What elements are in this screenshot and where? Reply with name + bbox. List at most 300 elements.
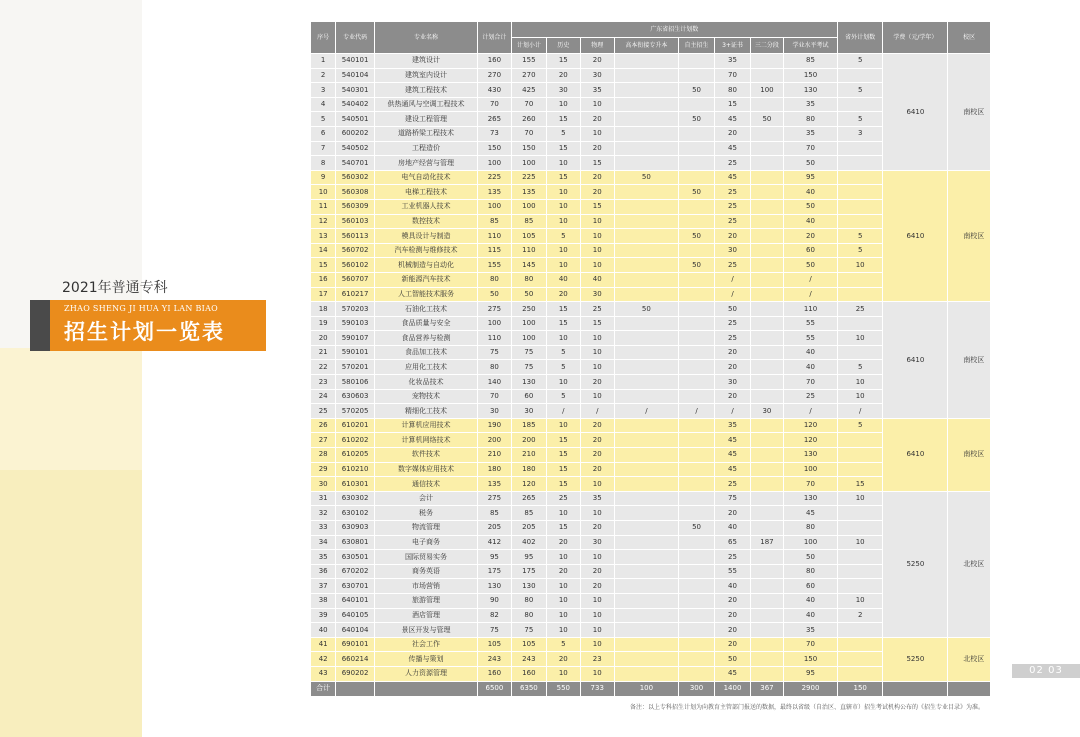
cell-phy: 20: [580, 462, 614, 477]
cell-xy: 120: [784, 418, 838, 433]
cell-no: 27: [311, 433, 336, 448]
cell-sub: 105: [511, 637, 546, 652]
cell-out: 5: [837, 112, 883, 127]
cell-no: 32: [311, 506, 336, 521]
cell-code: 630501: [336, 550, 375, 565]
cell-total: 275: [478, 302, 511, 317]
cell-se: [750, 229, 783, 244]
cell-out: [837, 141, 883, 156]
cell-xy: 130: [784, 491, 838, 506]
cell-out: [837, 564, 883, 579]
cell-zz: [678, 199, 714, 214]
cell-name: 旅游管理: [374, 593, 477, 608]
cell-no: 23: [311, 375, 336, 390]
cell-out: 15: [837, 477, 883, 492]
cell-zz: 50: [678, 112, 714, 127]
cell-name: 精细化工技术: [374, 404, 477, 419]
cell-out: [837, 287, 883, 302]
cell-out: [837, 448, 883, 463]
cell-his: 20: [547, 287, 580, 302]
cell-hb: [614, 83, 678, 98]
cell-no: 33: [311, 521, 336, 536]
totals-xy: 2900: [784, 681, 838, 696]
cell-xy: 100: [784, 462, 838, 477]
cell-hb: [614, 448, 678, 463]
cell-phy: 20: [580, 521, 614, 536]
cell-se: [750, 170, 783, 185]
header-sub-physics: 物理: [580, 38, 614, 54]
totals-se: 367: [750, 681, 783, 696]
cell-no: 37: [311, 579, 336, 594]
cell-no: 6: [311, 126, 336, 141]
cell-out: [837, 185, 883, 200]
cell-zs: 20: [715, 593, 750, 608]
cell-code: 570203: [336, 302, 375, 317]
cell-his: 5: [547, 229, 580, 244]
cell-name: 会计: [374, 491, 477, 506]
cell-fee: 5250: [883, 637, 948, 681]
cell-name: 房地产经营与管理: [374, 156, 477, 171]
cell-total: 265: [478, 112, 511, 127]
cell-no: 20: [311, 331, 336, 346]
cell-no: 31: [311, 491, 336, 506]
cell-phy: 35: [580, 83, 614, 98]
cell-campus: 南校区: [948, 170, 991, 301]
cell-phy: 10: [580, 623, 614, 638]
cell-out: 5: [837, 418, 883, 433]
cell-zs: 20: [715, 389, 750, 404]
cell-xy: 70: [784, 637, 838, 652]
table-row: [311, 491, 991, 506]
cell-out: [837, 550, 883, 565]
cell-phy: 15: [580, 199, 614, 214]
enrollment-plan-table: [310, 21, 991, 697]
cell-xy: 35: [784, 623, 838, 638]
cell-name: 电气自动化技术: [374, 170, 477, 185]
cell-zs: 50: [715, 652, 750, 667]
cell-phy: 10: [580, 345, 614, 360]
cell-xy: 50: [784, 199, 838, 214]
cell-code: 540104: [336, 68, 375, 83]
cell-name: 模具设计与制造: [374, 229, 477, 244]
cell-no: 18: [311, 302, 336, 317]
cell-sub: 265: [511, 491, 546, 506]
cell-phy: 20: [580, 375, 614, 390]
cell-xy: 50: [784, 156, 838, 171]
totals-empty: [948, 681, 991, 696]
cell-name: 计算机应用技术: [374, 418, 477, 433]
cell-se: [750, 156, 783, 171]
cell-his: 15: [547, 521, 580, 536]
cell-xy: 100: [784, 535, 838, 550]
cell-zz: [678, 637, 714, 652]
cell-hb: 50: [614, 302, 678, 317]
cell-out: [837, 433, 883, 448]
cell-phy: 10: [580, 637, 614, 652]
cell-code: 660214: [336, 652, 375, 667]
cell-zs: 45: [715, 141, 750, 156]
title-pinyin: ZHAO SHENG JI HUA YI LAN BIAO: [64, 304, 219, 313]
header-name: 专业名称: [374, 22, 477, 54]
cell-se: [750, 199, 783, 214]
cell-hb: [614, 491, 678, 506]
cell-his: 15: [547, 54, 580, 69]
cell-hb: [614, 68, 678, 83]
cell-hb: [614, 637, 678, 652]
cell-zs: 30: [715, 243, 750, 258]
cell-sub: 110: [511, 243, 546, 258]
cell-xy: 45: [784, 506, 838, 521]
cell-zz: [678, 593, 714, 608]
cell-zs: 40: [715, 579, 750, 594]
cell-xy: 70: [784, 141, 838, 156]
cell-se: [750, 272, 783, 287]
cell-hb: [614, 477, 678, 492]
table-row: [311, 637, 991, 652]
cell-no: 16: [311, 272, 336, 287]
cell-his: 10: [547, 258, 580, 273]
cell-hb: [614, 579, 678, 594]
cell-out: [837, 506, 883, 521]
cell-his: 15: [547, 433, 580, 448]
cell-zz: [678, 360, 714, 375]
cell-phy: 10: [580, 258, 614, 273]
cell-se: [750, 608, 783, 623]
cell-hb: [614, 360, 678, 375]
cell-hb: 50: [614, 170, 678, 185]
cell-phy: 20: [580, 433, 614, 448]
cell-phy: 10: [580, 243, 614, 258]
cell-total: 205: [478, 521, 511, 536]
cell-no: 40: [311, 623, 336, 638]
cell-sub: 160: [511, 666, 546, 681]
cell-out: [837, 170, 883, 185]
header-plan-total: 计划合计: [478, 22, 511, 54]
cell-phy: 10: [580, 229, 614, 244]
cell-no: 26: [311, 418, 336, 433]
cell-out: [837, 666, 883, 681]
cell-phy: 10: [580, 126, 614, 141]
cell-phy: 25: [580, 302, 614, 317]
cell-name: 化妆品技术: [374, 375, 477, 390]
cell-his: 15: [547, 302, 580, 317]
cell-sub: 402: [511, 535, 546, 550]
cell-no: 8: [311, 156, 336, 171]
cell-code: 640104: [336, 623, 375, 638]
cell-zs: 45: [715, 112, 750, 127]
cell-sub: 75: [511, 345, 546, 360]
cell-phy: 10: [580, 389, 614, 404]
cell-total: 160: [478, 54, 511, 69]
header-outside: 省外计划数: [837, 22, 883, 54]
cell-code: 590107: [336, 331, 375, 346]
cell-zz: [678, 316, 714, 331]
cell-name: 汽车检测与维修技术: [374, 243, 477, 258]
cell-xy: 40: [784, 608, 838, 623]
cell-hb: [614, 652, 678, 667]
cell-se: [750, 491, 783, 506]
cell-zs: 20: [715, 345, 750, 360]
cell-zs: /: [715, 287, 750, 302]
cell-his: 15: [547, 112, 580, 127]
cell-xy: 20: [784, 229, 838, 244]
cell-sub: 75: [511, 360, 546, 375]
cell-se: [750, 214, 783, 229]
cell-no: 1: [311, 54, 336, 69]
cell-zz: [678, 68, 714, 83]
header-sub-32: 三二分段: [750, 38, 783, 54]
cell-out: [837, 97, 883, 112]
header-sub-3plus: 3+证书: [715, 38, 750, 54]
cell-hb: [614, 550, 678, 565]
cell-his: 10: [547, 506, 580, 521]
cell-out: 5: [837, 83, 883, 98]
totals-empty: [883, 681, 948, 696]
left-page-yellow-band-lower: [0, 470, 142, 737]
cell-name: 建筑设计: [374, 54, 477, 69]
cell-total: 75: [478, 345, 511, 360]
cell-total: 135: [478, 185, 511, 200]
cell-se: [750, 316, 783, 331]
cell-name: 国际贸易实务: [374, 550, 477, 565]
cell-his: 5: [547, 345, 580, 360]
cell-campus: 北校区: [948, 637, 991, 681]
cell-sub: 100: [511, 331, 546, 346]
cell-total: 150: [478, 141, 511, 156]
cell-zs: 25: [715, 316, 750, 331]
totals-total: 6500: [478, 681, 511, 696]
totals-label: 合计: [311, 681, 336, 696]
cell-fee: 6410: [883, 418, 948, 491]
cell-phy: 20: [580, 579, 614, 594]
cell-code: 570205: [336, 404, 375, 419]
cell-zs: 40: [715, 521, 750, 536]
cell-out: [837, 579, 883, 594]
cell-total: 70: [478, 97, 511, 112]
cell-his: 40: [547, 272, 580, 287]
title-banner: [0, 300, 266, 351]
cell-zz: [678, 287, 714, 302]
cell-phy: 10: [580, 360, 614, 375]
cell-name: 数字媒体应用技术: [374, 462, 477, 477]
cell-code: 560707: [336, 272, 375, 287]
cell-his: /: [547, 404, 580, 419]
cell-code: 590101: [336, 345, 375, 360]
cell-sub: 250: [511, 302, 546, 317]
cell-zs: 25: [715, 258, 750, 273]
cell-code: 540402: [336, 97, 375, 112]
cell-se: [750, 506, 783, 521]
cell-his: 30: [547, 83, 580, 98]
cell-xy: 35: [784, 97, 838, 112]
cell-no: 28: [311, 448, 336, 463]
cell-no: 5: [311, 112, 336, 127]
cell-total: 190: [478, 418, 511, 433]
cell-out: [837, 199, 883, 214]
cell-zz: /: [678, 404, 714, 419]
cell-sub: 70: [511, 97, 546, 112]
cell-name: 电子商务: [374, 535, 477, 550]
cell-phy: /: [580, 404, 614, 419]
cell-zz: [678, 345, 714, 360]
cell-fee: 5250: [883, 491, 948, 637]
cell-name: 建设工程管理: [374, 112, 477, 127]
cell-zs: 45: [715, 666, 750, 681]
cell-code: 610205: [336, 448, 375, 463]
cell-code: 540502: [336, 141, 375, 156]
cell-zz: [678, 623, 714, 638]
cell-zz: [678, 97, 714, 112]
cell-phy: 15: [580, 156, 614, 171]
cell-total: 80: [478, 272, 511, 287]
cell-zz: 50: [678, 521, 714, 536]
cell-code: 610217: [336, 287, 375, 302]
totals-zs: 1400: [715, 681, 750, 696]
header-sub-zizhu: 自主招生: [678, 38, 714, 54]
cell-sub: 100: [511, 156, 546, 171]
cell-se: [750, 302, 783, 317]
cell-name: 建筑工程技术: [374, 83, 477, 98]
cell-name: 软件技术: [374, 448, 477, 463]
cell-xy: 110: [784, 302, 838, 317]
cell-se: [750, 623, 783, 638]
cell-total: 135: [478, 477, 511, 492]
cell-total: 82: [478, 608, 511, 623]
cell-out: [837, 345, 883, 360]
cell-xy: 50: [784, 550, 838, 565]
cell-name: 食品营养与检测: [374, 331, 477, 346]
cell-sub: 145: [511, 258, 546, 273]
cell-sub: 120: [511, 477, 546, 492]
cell-his: 5: [547, 389, 580, 404]
cell-se: [750, 418, 783, 433]
cell-out: [837, 214, 883, 229]
cell-xy: 50: [784, 258, 838, 273]
cell-out: [837, 462, 883, 477]
cell-name: 传播与策划: [374, 652, 477, 667]
cell-code: 630903: [336, 521, 375, 536]
cell-his: 10: [547, 375, 580, 390]
cell-sub: 100: [511, 316, 546, 331]
totals-zz: 300: [678, 681, 714, 696]
cell-code: 630603: [336, 389, 375, 404]
cell-total: 95: [478, 550, 511, 565]
cell-se: [750, 375, 783, 390]
cell-se: [750, 593, 783, 608]
cell-no: 34: [311, 535, 336, 550]
cell-out: 10: [837, 258, 883, 273]
cell-xy: 130: [784, 83, 838, 98]
cell-phy: 10: [580, 666, 614, 681]
cell-zs: 25: [715, 199, 750, 214]
cell-out: 2: [837, 608, 883, 623]
cell-total: 210: [478, 448, 511, 463]
cell-zs: 70: [715, 68, 750, 83]
header-sub-history: 历史: [547, 38, 580, 54]
cell-fee: 6410: [883, 170, 948, 301]
cell-zz: [678, 302, 714, 317]
cell-name: 景区开发与管理: [374, 623, 477, 638]
cell-xy: 60: [784, 243, 838, 258]
cell-name: 数控技术: [374, 214, 477, 229]
cell-xy: 40: [784, 185, 838, 200]
cell-code: 560113: [336, 229, 375, 244]
cell-sub: 80: [511, 272, 546, 287]
page-number: 02 03: [1012, 664, 1080, 678]
cell-hb: [614, 156, 678, 171]
cell-hb: [614, 316, 678, 331]
cell-zz: 50: [678, 83, 714, 98]
cell-phy: 10: [580, 593, 614, 608]
cell-name: 市场营销: [374, 579, 477, 594]
cell-phy: 20: [580, 448, 614, 463]
cell-zz: [678, 666, 714, 681]
cell-sub: 80: [511, 593, 546, 608]
cell-total: 80: [478, 360, 511, 375]
cell-zz: [678, 491, 714, 506]
cell-phy: 10: [580, 97, 614, 112]
cell-zz: [678, 156, 714, 171]
cell-zs: 25: [715, 214, 750, 229]
cell-his: 10: [547, 214, 580, 229]
cell-total: 243: [478, 652, 511, 667]
cell-zz: [678, 448, 714, 463]
cell-xy: 85: [784, 54, 838, 69]
cell-hb: [614, 462, 678, 477]
cell-zs: 15: [715, 97, 750, 112]
cell-campus: 南校区: [948, 418, 991, 491]
cell-no: 24: [311, 389, 336, 404]
cell-zs: 80: [715, 83, 750, 98]
cell-total: 100: [478, 156, 511, 171]
cell-his: 15: [547, 141, 580, 156]
cell-no: 19: [311, 316, 336, 331]
cell-code: 560103: [336, 214, 375, 229]
cell-out: [837, 272, 883, 287]
cell-name: 建筑室内设计: [374, 68, 477, 83]
cell-code: 560102: [336, 258, 375, 273]
header-fee: 学费（元/学年）: [883, 22, 948, 54]
cell-zs: 30: [715, 375, 750, 390]
cell-phy: 10: [580, 550, 614, 565]
cell-his: 10: [547, 199, 580, 214]
cell-hb: [614, 287, 678, 302]
cell-no: 29: [311, 462, 336, 477]
cell-phy: 20: [580, 170, 614, 185]
totals-row: [311, 681, 991, 696]
table-row: [311, 54, 991, 69]
cell-his: 10: [547, 418, 580, 433]
cell-out: 5: [837, 243, 883, 258]
cell-se: [750, 637, 783, 652]
cell-phy: 35: [580, 491, 614, 506]
cell-se: 30: [750, 404, 783, 419]
cell-no: 2: [311, 68, 336, 83]
cell-zz: [678, 243, 714, 258]
cell-zz: [678, 433, 714, 448]
cell-sub: 105: [511, 229, 546, 244]
cell-total: 430: [478, 83, 511, 98]
cell-no: 12: [311, 214, 336, 229]
cell-hb: [614, 608, 678, 623]
cell-total: 110: [478, 331, 511, 346]
cell-se: [750, 652, 783, 667]
cell-phy: 20: [580, 54, 614, 69]
cell-zz: [678, 608, 714, 623]
cell-his: 10: [547, 550, 580, 565]
cell-se: [750, 97, 783, 112]
cell-out: [837, 156, 883, 171]
